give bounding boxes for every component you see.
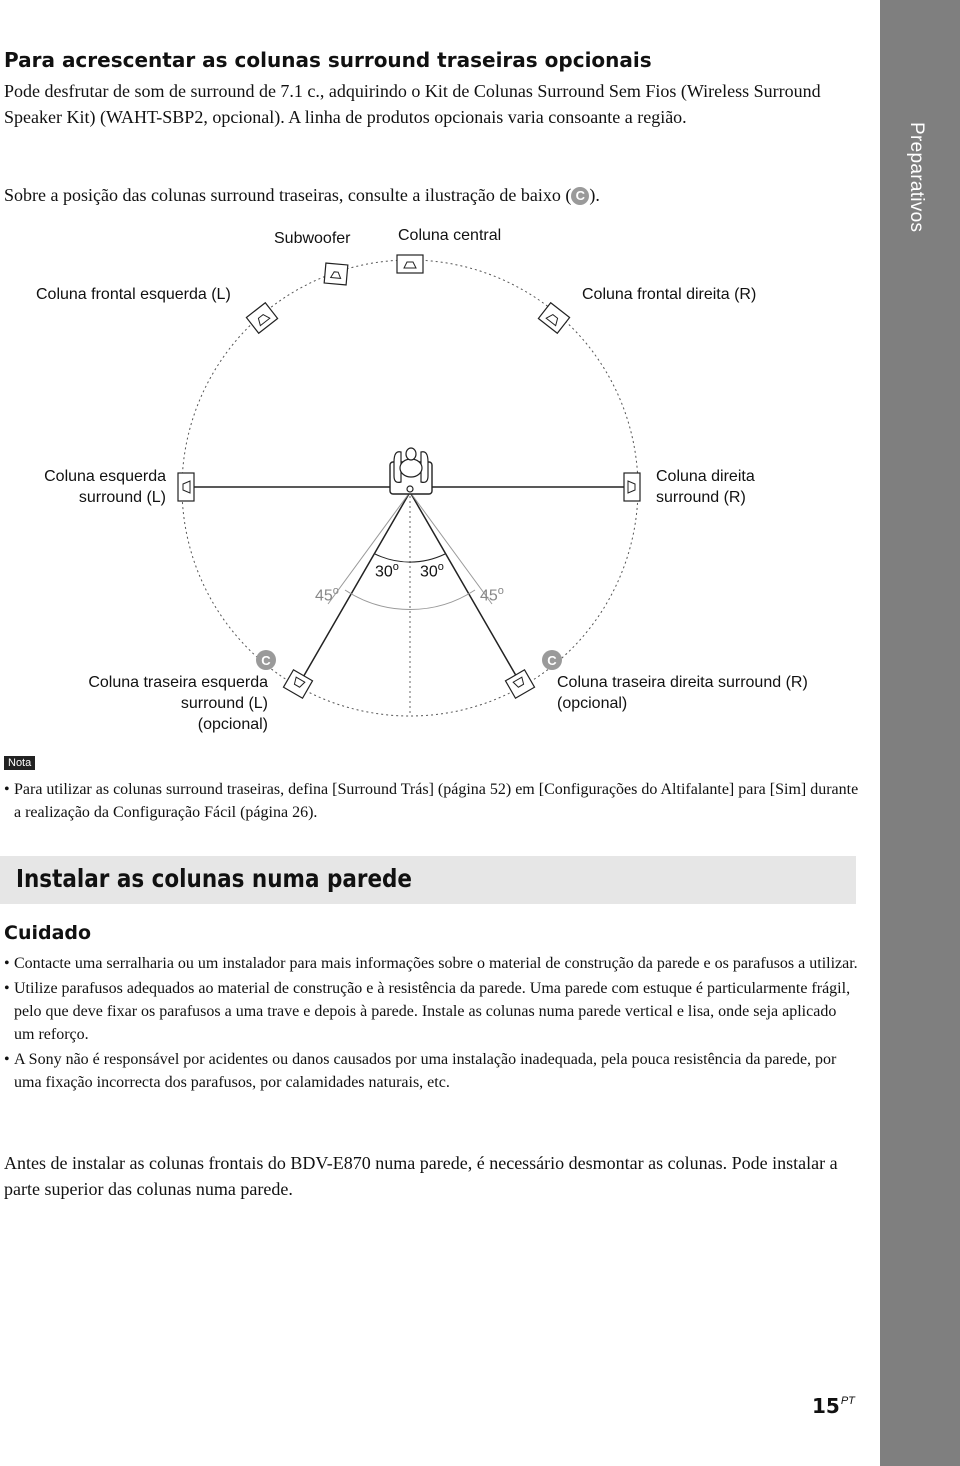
angle-inner-left: 30$^o$	[375, 561, 399, 581]
side-tab-label: Preparativos	[906, 122, 927, 233]
closing-paragraph: Antes de instalar as colunas frontais do BDV-E870 numa parede, é necessário desmontar as colunas. Pode instalar a parte superior das colunas numa parede.	[4, 1153, 838, 1199]
install-heading: Instalar as colunas numa parede	[16, 864, 413, 893]
ray-outer-left	[328, 492, 410, 604]
surround-right-label	[656, 466, 755, 508]
rear-right-label	[557, 672, 808, 714]
rear-left-label	[20, 672, 268, 735]
speaker-placement-diagram	[0, 0, 880, 760]
svg-text:C: C	[547, 653, 557, 668]
surround-left-label	[0, 466, 166, 508]
caution-title: Cuidado	[4, 922, 92, 944]
rear-left-label-line1: Coluna traseira esquerda	[88, 674, 268, 691]
front-left-speaker-icon	[246, 303, 277, 334]
center-speaker-icon	[397, 255, 423, 273]
section-title: Para acrescentar as colunas surround traseiras opcionais	[4, 48, 652, 72]
note-item: • Para utilizar as colunas surround traseiras, defina [Surround Trás] (página 52) em [Configurações do Altifalante] para [Sim] durante a realização da Configuração Fácil (página 26).	[4, 778, 864, 824]
rear-left-label-line3: (opcional)	[197, 716, 268, 733]
rear-right-c-badge-icon	[542, 650, 562, 670]
rear-right-label-line1: Coluna traseira direita surround (R)	[557, 674, 808, 691]
center-speaker-label: Coluna central	[398, 227, 502, 244]
c-badge-icon: C	[571, 187, 589, 205]
rear-right-speaker-icon	[505, 670, 534, 698]
note-tag: Nota	[4, 756, 35, 770]
note-body	[4, 778, 864, 824]
surround-left-label-line1: Coluna esquerda	[44, 468, 166, 485]
caution-item: • Contacte uma serralharia ou um instalador para mais informações sobre o material de construção da parede e os parafusos a utilizar.	[4, 952, 860, 975]
surround-right-label-line1: Coluna direita	[656, 468, 755, 485]
svg-text:C: C	[261, 653, 271, 668]
rear-left-c-badge-icon	[256, 650, 276, 670]
page-number-value: 15	[812, 1394, 840, 1418]
position-text: Sobre a posição das colunas surround traseiras, consulte a ilustração de baixo (	[4, 185, 572, 205]
subwoofer-icon	[324, 263, 348, 285]
ray-inner-right	[410, 492, 522, 686]
front-left-label: Coluna frontal esquerda (L)	[36, 286, 231, 303]
surround-left-label-line2: surround (L)	[78, 489, 166, 506]
caution-item: • Utilize parafusos adequados ao material de construção e à resistência da parede. Uma parede com estuque é particularmente frágil, pelo que deve fixar os parafusos a uma trave e depois à parede. Instale as colunas numa parede vertical e lisa, onde seja aplicado um reforço.	[4, 977, 860, 1046]
surround-right-label-line2: surround (R)	[656, 489, 746, 506]
page-number-suffix: PT	[840, 1395, 855, 1407]
subwoofer-label: Subwoofer	[274, 230, 351, 247]
caution-item: • A Sony não é responsável por acidentes ou danos causados por uma instalação inadequada, pela pouca resistência da parede, por uma fixação incorrecta dos parafusos, por calamidades naturais, etc.	[4, 1048, 860, 1094]
rear-left-speaker-icon	[283, 670, 312, 698]
surround-left-speaker-icon	[178, 473, 194, 501]
front-right-speaker-icon	[538, 303, 569, 334]
page-number	[812, 1394, 855, 1418]
angle-inner-right: 30$^o$	[420, 561, 444, 581]
listener-chair-icon	[390, 448, 432, 494]
position-text-end: ).	[589, 185, 600, 205]
surround-right-speaker-icon	[624, 473, 640, 501]
caution-list	[4, 952, 860, 1096]
rear-right-label-line2: (opcional)	[557, 695, 628, 712]
angle-outer-right: 45$^o$	[480, 585, 504, 605]
rear-left-label-line2: surround (L)	[180, 695, 268, 712]
intro-paragraph: Pode desfrutar de som de surround de 7.1 c., adquirindo o Kit de Colunas Surround Sem Fios (Wireless Surround Speaker Kit) (WAHT-SBP2, opcional). A linha de produtos opcionais varia consoante a região.	[4, 81, 821, 127]
angle-outer-left: 45$^o$	[315, 585, 339, 605]
front-right-label: Coluna frontal direita (R)	[582, 286, 757, 303]
